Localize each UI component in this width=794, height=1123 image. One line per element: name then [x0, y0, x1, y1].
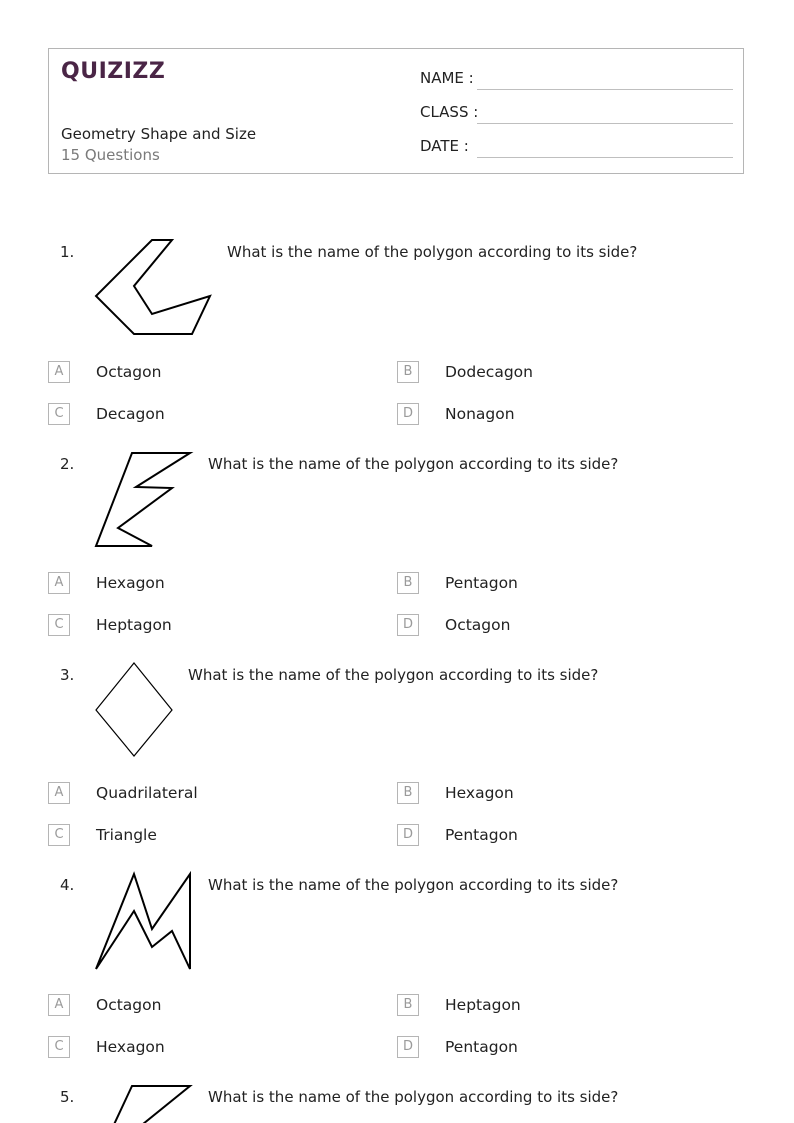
triangle-polygon-icon — [92, 1083, 196, 1123]
date-field[interactable] — [477, 157, 733, 158]
option-b-box[interactable]: B — [397, 994, 419, 1016]
quizizz-logo: QUIZIZZ — [61, 59, 166, 84]
name-field[interactable] — [477, 89, 733, 90]
option-c-box[interactable]: C — [48, 1036, 70, 1058]
option-b-label[interactable]: Dodecagon — [445, 363, 533, 381]
option-a-box[interactable]: A — [48, 572, 70, 594]
hexagon-bent-icon — [92, 238, 216, 338]
option-a-box[interactable]: A — [48, 994, 70, 1016]
rhombus-icon — [92, 661, 176, 759]
question-number: 5. — [60, 1088, 75, 1106]
option-a-label[interactable]: Quadrilateral — [96, 784, 198, 802]
option-c-box[interactable]: C — [48, 614, 70, 636]
option-b-label[interactable]: Heptagon — [445, 996, 521, 1014]
question-number: 4. — [60, 876, 75, 894]
class-label: CLASS : — [420, 103, 479, 121]
name-label: NAME : — [420, 69, 474, 87]
option-a-box[interactable]: A — [48, 782, 70, 804]
question-5 — [0, 1075, 794, 1123]
option-c-label[interactable]: Hexagon — [96, 1038, 165, 1056]
m-polygon-icon — [92, 871, 196, 973]
question-text: What is the name of the polygon according to its side? — [208, 455, 619, 473]
option-c-label[interactable]: Triangle — [96, 826, 157, 844]
option-b-box[interactable]: B — [397, 572, 419, 594]
question-count: 15 Questions — [61, 146, 160, 164]
question-text: What is the name of the polygon according to its side? — [208, 876, 619, 894]
question-text: What is the name of the polygon according to its side? — [227, 243, 638, 261]
option-a-label[interactable]: Octagon — [96, 363, 162, 381]
question-number: 3. — [60, 666, 75, 684]
option-d-label[interactable]: Nonagon — [445, 405, 515, 423]
date-label: DATE : — [420, 137, 469, 155]
worksheet-header — [48, 48, 744, 174]
option-a-label[interactable]: Octagon — [96, 996, 162, 1014]
option-c-box[interactable]: C — [48, 403, 70, 425]
option-c-label[interactable]: Heptagon — [96, 616, 172, 634]
option-a-label[interactable]: Hexagon — [96, 574, 165, 592]
class-field[interactable] — [477, 123, 733, 124]
question-text: What is the name of the polygon according to its side? — [188, 666, 599, 684]
option-b-box[interactable]: B — [397, 782, 419, 804]
option-d-box[interactable]: D — [397, 1036, 419, 1058]
option-d-box[interactable]: D — [397, 824, 419, 846]
worksheet-title: Geometry Shape and Size — [61, 125, 257, 143]
question-number: 1. — [60, 243, 75, 261]
option-d-box[interactable]: D — [397, 403, 419, 425]
option-d-label[interactable]: Pentagon — [445, 826, 518, 844]
option-c-label[interactable]: Decagon — [96, 405, 165, 423]
lightning-polygon-icon — [92, 450, 196, 550]
option-d-label[interactable]: Pentagon — [445, 1038, 518, 1056]
option-b-box[interactable]: B — [397, 361, 419, 383]
option-b-label[interactable]: Pentagon — [445, 574, 518, 592]
option-b-label[interactable]: Hexagon — [445, 784, 514, 802]
option-a-box[interactable]: A — [48, 361, 70, 383]
option-d-label[interactable]: Octagon — [445, 616, 511, 634]
option-c-box[interactable]: C — [48, 824, 70, 846]
option-d-box[interactable]: D — [397, 614, 419, 636]
question-text: What is the name of the polygon according to its side? — [208, 1088, 619, 1106]
question-number: 2. — [60, 455, 75, 473]
